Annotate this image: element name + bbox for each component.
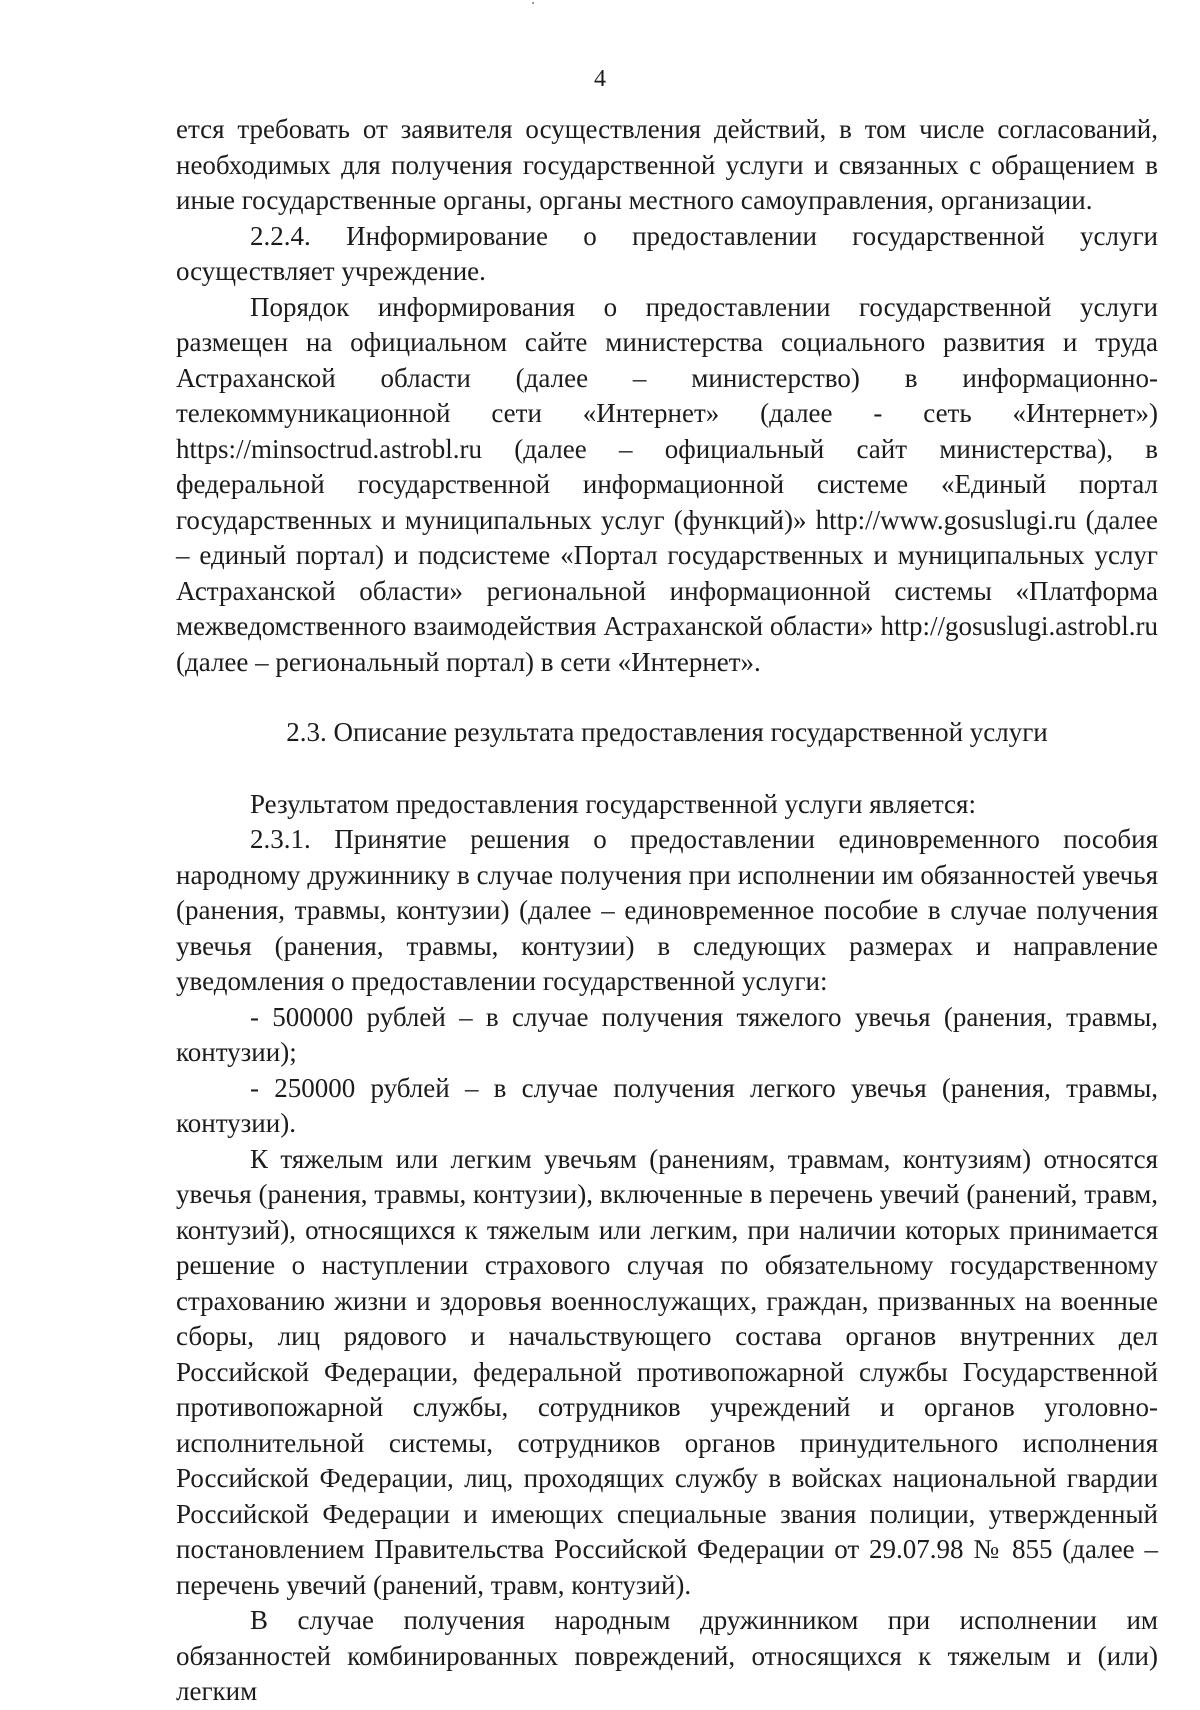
section-heading-2-3: 2.3. Описание результата предоставления государственной услуги xyxy=(286,717,1048,747)
paragraph-combined-injuries: В случае получения народным дружинником при исполнении им обязанностей комбинированных повреждений, относящихся к тяжелым и (или) легким xyxy=(176,1605,1158,1706)
paragraph-2-3-1: 2.3.1. Принятие решения о предоставлении единовременного пособия народному дружиннику в случае получения при исполнении им обязанностей увечья (ранения, травмы, контузии) (далее – единовременное пособие в случае получения увечья (ранения, травмы, контузии) в следующих размерах и направление уведомления о предоставлении государственной услуги: xyxy=(176,824,1158,996)
scan-speck xyxy=(532,2,534,4)
list-item-250000: - 250000 рублей – в случае получения легкого увечья (ранения, травмы, контузии). xyxy=(176,1072,1158,1138)
paragraph-informing-procedure: Порядок информирования о предоставлении государственной услуги размещен на официальном сайте министерства социального развития и труда Астраханской области (далее – министерство) в информационно-телекоммуникационной сети «Интернет» (далее - сеть «Интернет») https://minsoctrud.astrobl.ru (далее – официальный сайт министерства), в федеральной государственной информационной системе «Единый портал государственных и муниципальных услуг (функций)» http://www.gosuslugi.ru (далее – единый портал) и подсистеме «Портал государственных и муниципальных услуг Астраханской области» региональной информационной системы «Платформа межведомственного взаимодействия Астраханской области» http://gosuslugi.astrobl.ru (далее – региональный портал) в сети «Интернет». xyxy=(176,291,1158,677)
paragraph-continuation: ется требовать от заявителя осуществления действий, в том числе согласований, необходимых для получения государственной услуги и связанных с обращением в иные государственные органы, органы местного самоуправления, организации. xyxy=(176,114,1158,215)
document-body xyxy=(176,112,1158,1710)
paragraph-result-intro: Результатом предоставления государственной услуги является: xyxy=(250,788,976,819)
paragraph-injury-classification: К тяжелым или легким увечьям (ранениям, травмам, контузиям) относятся увечья (ранения, травмы, контузии), включенные в перечень увечий (ранений, травм, контузий), относящихся к тяжелым или легким, при наличии которых принимается решение о наступлении страхового случая по обязательному государственному страхованию жизни и здоровья военнослужащих, граждан, призванных на военные сборы, лиц рядового и начальствующего состава органов внутренних дел Российской Федерации, федеральной противопожарной службы Государственной противопожарной службы, сотрудников учреждений и органов уголовно-исполнительной системы, сотрудников органов принудительного исполнения Российской Федерации, лиц, проходящих службу в войсках национальной гвардии Российской Федерации и имеющих специальные звания полиции, утвержденный постановлением Правительства Российской Федерации от 29.07.98 № 855 (далее – перечень увечий (ранений, травм, контузий). xyxy=(176,1143,1158,1600)
paragraph-2-2-4: 2.2.4. Информирование о предоставлении государственной услуги осуществляет учреждение. xyxy=(176,220,1158,286)
list-item-500000: - 500000 рублей – в случае получения тяжелого увечья (ранения, травмы, контузии); xyxy=(176,1001,1158,1067)
page-number: 4 xyxy=(594,66,606,92)
